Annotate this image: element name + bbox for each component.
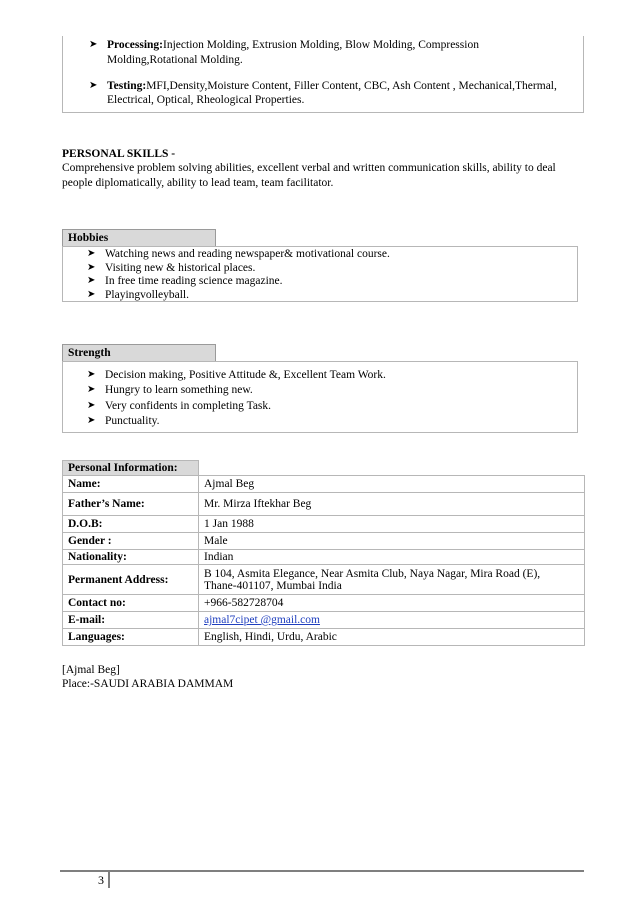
row-label: Nationality: xyxy=(63,550,199,565)
testing-text: MFI,Density,Moisture Content, Filler Content, CBC, Ash Content , Mechanical,Thermal, xyxy=(146,80,557,92)
address-line2: Thane-401107, Mumbai India xyxy=(204,579,342,592)
footer-rule xyxy=(60,870,584,872)
table-row xyxy=(63,533,585,550)
arrow-bullet-icon: ➤ xyxy=(87,415,96,426)
processing-text: Injection Molding, Extrusion Molding, Blow Molding, Compression xyxy=(163,39,479,51)
row-label: D.O.B: xyxy=(63,516,199,533)
strength-heading: Strength xyxy=(62,344,216,362)
row-label: Gender : xyxy=(63,533,199,550)
processing-text-cont: Molding,Rotational Molding. xyxy=(107,54,243,66)
signature-name: [Ajmal Beg] xyxy=(62,664,120,676)
row-label: Name: xyxy=(63,476,199,493)
row-value: English, Hindi, Urdu, Arabic xyxy=(199,629,585,646)
arrow-bullet-icon: ➤ xyxy=(87,248,96,259)
hobbies-heading: Hobbies xyxy=(62,229,216,247)
table-row xyxy=(63,476,585,493)
arrow-bullet-icon: ➤ xyxy=(87,289,96,300)
row-value: 1 Jan 1988 xyxy=(199,516,585,533)
arrow-bullet-icon: ➤ xyxy=(87,275,96,286)
strength-box xyxy=(62,361,578,433)
strength-item: ➤ Decision making, Positive Attitude &, Excellent Team Work. xyxy=(87,369,386,381)
arrow-bullet-icon: ➤ xyxy=(87,400,96,411)
hobby-item: ➤ Watching news and reading newspaper& motivational course. xyxy=(87,248,390,260)
row-value xyxy=(199,565,585,595)
strength-item: ➤ Punctuality. xyxy=(87,415,160,427)
row-label: Father’s Name: xyxy=(63,493,199,516)
table-row xyxy=(63,612,585,629)
personal-skills-line2: people diplomatically, ability to lead team, team facilitator. xyxy=(62,177,334,189)
arrow-bullet-icon: ➤ xyxy=(87,384,96,395)
personal-info-table xyxy=(62,460,585,646)
testing-item xyxy=(89,80,557,92)
page-number: 3 xyxy=(98,873,104,887)
table-row xyxy=(63,550,585,565)
row-value: Mr. Mirza Iftekhar Beg xyxy=(199,493,585,516)
strength-item: ➤ Very confidents in completing Task. xyxy=(87,400,272,412)
email-link[interactable]: ajmal7cipet @gmail.com xyxy=(204,614,320,626)
row-label: Permanent Address: xyxy=(63,565,199,595)
signature-place: Place:-SAUDI ARABIA DAMMAM xyxy=(62,678,234,690)
table-row xyxy=(63,516,585,533)
personal-skills-heading: PERSONAL SKILLS - xyxy=(62,148,176,160)
address-line1: B 104, Asmita Elegance, Near Asmita Club, Naya Nagar, Mira Road (E), xyxy=(204,567,541,580)
row-label: Contact no: xyxy=(63,595,199,612)
arrow-bullet-icon: ➤ xyxy=(89,39,98,50)
footer-divider xyxy=(108,872,110,888)
strength-item: ➤ Hungry to learn something new. xyxy=(87,384,253,396)
personal-info-heading: Personal Information: xyxy=(63,461,199,476)
row-value xyxy=(199,612,585,629)
hobbies-box xyxy=(62,246,578,302)
arrow-bullet-icon: ➤ xyxy=(89,80,98,91)
table-row xyxy=(63,629,585,646)
row-label: Languages: xyxy=(63,629,199,646)
row-value: Male xyxy=(199,533,585,550)
table-row xyxy=(63,565,585,595)
table-row xyxy=(63,493,585,516)
personal-skills-line1: Comprehensive problem solving abilities, excellent verbal and written communication skills, ability to deal xyxy=(62,162,556,174)
hobby-item: ➤ In free time reading science magazine. xyxy=(87,275,283,287)
skills-box xyxy=(62,36,584,113)
row-value: +966-582728704 xyxy=(199,595,585,612)
hobby-item: ➤ Visiting new & historical places. xyxy=(87,262,256,274)
hobby-item: ➤ Playingvolleyball. xyxy=(87,289,190,301)
testing-text-cont: Electrical, Optical, Rheological Properties. xyxy=(107,94,305,106)
row-label: E-mail: xyxy=(63,612,199,629)
testing-label: Testing: xyxy=(107,80,147,92)
arrow-bullet-icon: ➤ xyxy=(87,369,96,380)
table-row xyxy=(63,595,585,612)
processing-item xyxy=(89,39,479,51)
processing-label: Processing: xyxy=(107,39,164,51)
arrow-bullet-icon: ➤ xyxy=(87,262,96,273)
row-value: Indian xyxy=(199,550,585,565)
row-value: Ajmal Beg xyxy=(199,476,585,493)
